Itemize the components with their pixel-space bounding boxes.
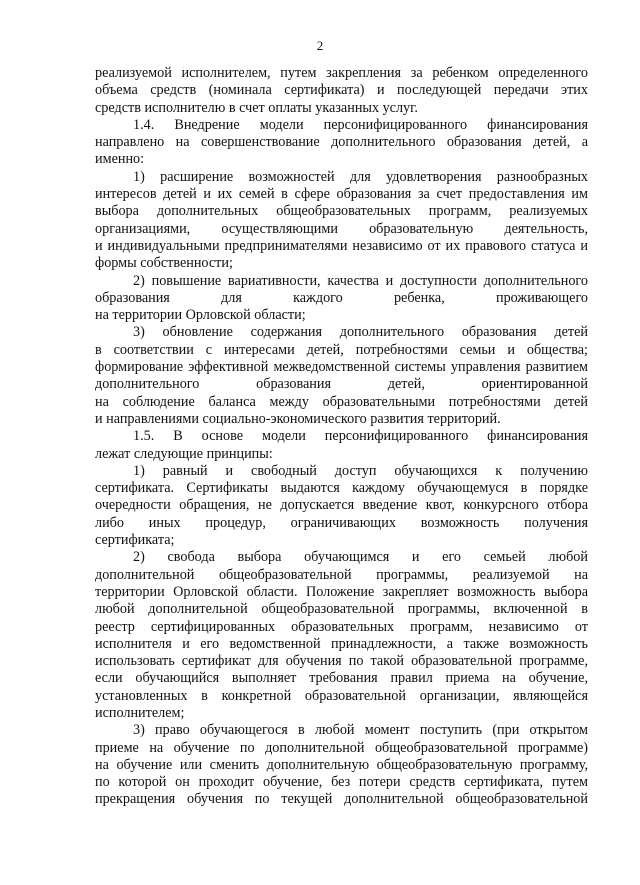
text-line: средств исполнителю в счет оплаты указанных услуг. xyxy=(95,99,418,116)
text-line: выбора дополнительных общеобразовательных программ, реализуемых xyxy=(95,203,588,220)
text-line: по которой он проходит обучение, без потери средств сертификата, путем xyxy=(95,774,588,791)
text-line: 2) свобода выбора обучающимся и его семьей любой xyxy=(133,549,588,566)
text-line: именно: xyxy=(95,151,145,168)
continuation-paragraph xyxy=(95,65,588,117)
text-line: либо иных процедур, ограничивающих возможность получения xyxy=(95,514,588,531)
text-line: реализуемой исполнителем, путем закрепления за ребенком определенного xyxy=(95,65,588,81)
text-line: использовать сертификат для обучения по такой образовательной программе, xyxy=(95,653,588,670)
section-1-5-item-2 xyxy=(95,549,588,722)
text-line: прекращения обучения по текущей дополнительной общеобразовательной xyxy=(95,791,588,808)
text-line: исполнителем; xyxy=(95,704,185,721)
text-line: 1.5. В основе модели персонифицированного финансирования xyxy=(133,428,588,445)
section-1-5-item-1 xyxy=(95,463,588,549)
text-line: образования для каждого ребенка, проживающего xyxy=(95,289,588,306)
text-line: исполнителя и его ведомственной принадлежности, а также возможность xyxy=(95,635,588,652)
section-1-4-paragraph xyxy=(95,117,588,169)
text-line: объема средств (номинала сертификата) и последующей передачи этих xyxy=(95,82,588,99)
section-1-4-item-1 xyxy=(95,169,588,273)
text-line: очередности обращения, не допускается введение квот, конкурсного отбора xyxy=(95,497,588,514)
section-1-4-item-3 xyxy=(95,324,588,428)
text-line: формы собственности; xyxy=(95,255,233,272)
text-line: территории Орловской области. Положение закрепляет возможность выбора xyxy=(95,583,588,600)
text-line: дополнительного образования детей, ориентированной xyxy=(95,376,588,393)
text-line: направлено на совершенствование дополнительного образования детей, а xyxy=(95,134,588,151)
text-line: на территории Орловской области; xyxy=(95,307,306,324)
text-line: установленных в конкретной образовательной организации, являющейся xyxy=(95,687,588,704)
text-line: 1) равный и свободный доступ обучающихся к получению xyxy=(133,462,588,479)
text-line: приеме на обучение по дополнительной общеобразовательной программе) xyxy=(95,739,588,756)
text-line: и индивидуальными предпринимателями независимо от их правового статуса и xyxy=(95,237,588,254)
text-line: сертификата; xyxy=(95,532,175,549)
section-1-5-item-3 xyxy=(95,722,588,808)
text-line: на соблюдение баланса между образовательными потребностями детей xyxy=(95,393,588,410)
section-1-5-paragraph xyxy=(95,428,588,463)
text-line: на обучение или сменить дополнительную общеобразовательную программу, xyxy=(95,756,588,773)
text-line: 2) повышение вариативности, качества и доступности дополнительного xyxy=(133,272,588,289)
text-line: и направлениями социально-экономического развития территорий. xyxy=(95,410,501,427)
section-1-4-item-2 xyxy=(95,273,588,325)
text-line: 1) расширение возможностей для удовлетворения разнообразных xyxy=(133,168,588,185)
text-line: формирование эффективной межведомственной системы управления развитием xyxy=(95,359,588,376)
text-line: любой дополнительной общеобразовательной программы, включенной в xyxy=(95,601,588,618)
document-body xyxy=(95,65,588,809)
text-line: 3) обновление содержания дополнительного образования детей xyxy=(133,324,588,341)
text-line: дополнительной общеобразовательной программы, реализуемой на xyxy=(95,566,588,583)
text-line: лежат следующие принципы: xyxy=(95,445,273,462)
text-line: интересов детей и их семей в сфере образования за счет предоставления им xyxy=(95,186,588,203)
text-line: организациями, осуществляющими образовательную деятельность, xyxy=(95,220,588,237)
text-line: 3) право обучающегося в любой момент поступить (при открытом xyxy=(133,722,588,739)
text-line: 1.4. Внедрение модели персонифицированного финансирования xyxy=(133,116,588,133)
text-line: сертификата. Сертификаты выдаются каждому обучающемуся в порядке xyxy=(95,480,588,497)
text-line: в соответствии с интересами детей, потребностями семьи и общества; xyxy=(95,341,588,358)
page-number: 2 xyxy=(316,38,324,53)
text-line: если обучающийся выполняет требования правил приема на обучение, xyxy=(95,670,588,687)
text-line: реестр сертифицированных образовательных программ, независимо от xyxy=(95,618,588,635)
